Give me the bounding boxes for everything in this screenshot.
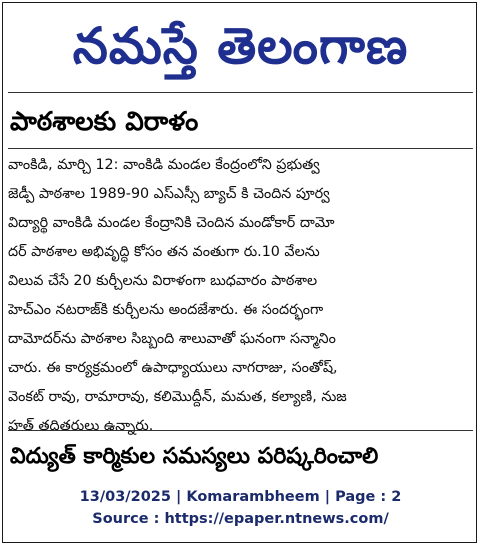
next-article-headline: విద్యుత్ కార్మికుల సమస్యలు పరిష్కరించాలి (10, 444, 379, 469)
article-line: వాంకిడి, మార్చి 12: వాంకిడి మండల కేంద్రంలోని ప్రభుత్వ (8, 157, 320, 173)
article-headline: పాఠశాలకు విరాళం (10, 107, 199, 137)
divider-bottom (8, 430, 473, 431)
article-line: వెంకట్ రావు, రామారావు, కలిమొద్దీన్, మమత, కల్యాణి, నుజ (8, 389, 347, 405)
footer-source-line: Source : https://epaper.ntnews.com/ (92, 511, 389, 527)
article-line: చారు. ఈ కార్యక్రమంలో ఉపాధ్యాయులు నాగరాజు, సంతోష్, (8, 360, 338, 376)
article-line: దామోదర్‌ను పాఠశాల సిబ్బంది శాలువాతో ఘనంగా సన్మానిం (8, 331, 336, 347)
divider-top (8, 92, 473, 93)
masthead-title: నమస్తే తెలంగాణ (72, 17, 409, 75)
article-body (8, 151, 474, 441)
article-line: హత్ తదితరులు ఉన్నారు. (8, 418, 154, 434)
article-line: దర్ పాఠశాల అభివృద్ధి కోసం తన వంతుగా రు.10 వేలను (8, 244, 320, 260)
newspaper-masthead (0, 6, 481, 86)
article-line: హెచ్ఎం నటరాజ్‌కి కుర్చీలను అందజేశారు. ఈ సందర్భంగా (8, 302, 324, 318)
article-line: విద్యార్థి వాంకిడి మండల కేంద్రానికి చెందిన మండోకార్ దామో (8, 215, 335, 231)
article-line: విలువ చేసే 20 కుర్చీలను విరాళంగా బుధవారం పాఠశాల (8, 273, 318, 289)
footer-date-line: 13/03/2025 | Komarambheem | Page : 2 (79, 489, 402, 505)
article-line: జెడ్పీ పాఠశాల 1989-90 ఎస్ఎస్సీ బ్యాచ్ కి చెందిన పూర్వ (8, 186, 330, 202)
divider-headline (8, 148, 473, 149)
